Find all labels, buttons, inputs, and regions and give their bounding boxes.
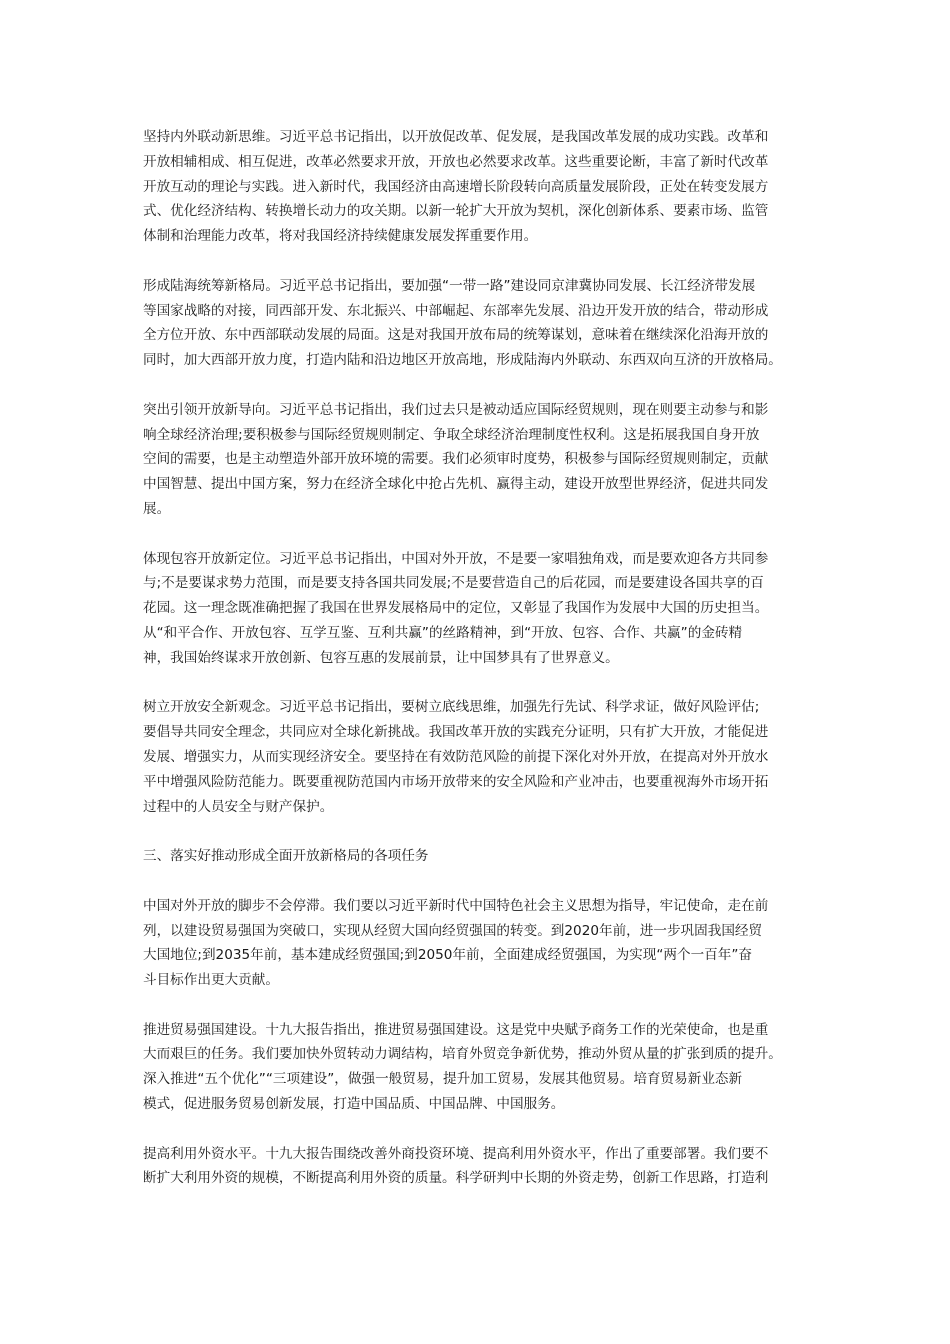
text-line: 等国家战略的对接，同西部开发、东北振兴、中部崛起、东部率先发展、沿边开发开放的结合，带动形成 xyxy=(143,302,769,319)
text-line: 大国地位;到2035年前，基本建成经贸强国;到2050年前，全面建成经贸强国，为实现“两个一百年”奋 xyxy=(143,947,752,964)
paragraph-leading-orientation xyxy=(143,398,811,522)
paragraph-inclusive-positioning xyxy=(143,547,811,671)
document-body xyxy=(143,125,811,1216)
paragraph-inward-outward-linkage xyxy=(143,125,811,249)
text-line: 从“和平合作、开放包容、互学互鉴、互利共赢”的丝路精神，到“开放、包容、合作、共赢”的金砖精 xyxy=(143,624,743,641)
text-line: 式、优化经济结构、转换增长动力的攻关期。以新一轮扩大开放为契机，深化创新体系、要素市场、监管 xyxy=(143,203,769,220)
section-heading-text: 三、落实好推动形成全面开放新格局的各项任务 xyxy=(143,848,429,865)
paragraph-foreign-investment xyxy=(143,1142,811,1192)
text-line: 平中增强风险防范能力。既要重视防范国内市场开放带来的安全风险和产业冲击，也要重视海外市场开拓 xyxy=(143,773,769,790)
paragraph-opening-steps xyxy=(143,894,811,993)
paragraph-security-concept xyxy=(143,695,811,819)
text-line: 中国智慧、提出中国方案，努力在经济全球化中抢占先机、赢得主动，建设开放型世界经济，促进共同发 xyxy=(143,476,769,493)
text-line: 斗目标作出更大贡献。 xyxy=(143,972,279,989)
text-line: 模式，促进服务贸易创新发展，打造中国品质、中国品牌、中国服务。 xyxy=(143,1096,565,1113)
text-line: 体制和治理能力改革，将对我国经济持续健康发展发挥重要作用。 xyxy=(143,228,538,245)
text-line: 展。 xyxy=(143,500,171,517)
text-line: 坚持内外联动新思维。习近平总书记指出，以开放促改革、促发展，是我国改革发展的成功实践。改革和 xyxy=(143,129,769,145)
text-line: 提高利用外资水平。十九大报告围绕改善外商投资环境、提高利用外资水平，作出了重要部署。我们要不 xyxy=(143,1145,769,1162)
text-line: 过程中的人员安全与财产保护。 xyxy=(143,798,334,815)
text-line: 开放相辅相成、相互促进，改革必然要求开放，开放也必然要求改革。这些重要论断，丰富了新时代改革 xyxy=(143,153,769,170)
text-line: 推进贸易强国建设。十九大报告指出，推进贸易强国建设。这是党中央赋予商务工作的光荣使命，也是重 xyxy=(143,1021,769,1038)
text-line: 与;不是要谋求势力范围，而是要支持各国共同发展;不是要营造自己的后花园，而是要建设各国共享的百 xyxy=(143,575,764,592)
text-line: 列，以建设贸易强国为突破口，实现从经贸大国向经贸强国的转变。到2020年前，进一步巩固我国经贸 xyxy=(143,922,763,939)
text-line: 树立开放安全新观念。习近平总书记指出，要树立底线思维，加强先行先试、科学求证，做好风险评估; xyxy=(143,699,760,716)
text-line: 神，我国始终谋求开放创新、包容互惠的发展前景，让中国梦具有了世界意义。 xyxy=(143,649,619,666)
paragraph-trade-power xyxy=(143,1018,811,1117)
text-line: 要倡导共同安全理念，共同应对全球化新挑战。我国改革开放的实践充分证明，只有扩大开放，才能促进 xyxy=(143,724,769,741)
text-line: 体现包容开放新定位。习近平总书记指出，中国对外开放，不是要一家唱独角戏，而是要欢迎各方共同参 xyxy=(143,550,769,567)
text-line: 空间的需要，也是主动塑造外部开放环境的需要。我们必须审时度势，积极参与国际经贸规则制定，贡献 xyxy=(143,451,769,468)
text-line: 深入推进“五个优化”“三项建设”，做强一般贸易，提升加工贸易，发展其他贸易。培育贸易新业态新 xyxy=(143,1071,743,1088)
text-line: 断扩大利用外资的规模，不断提高利用外资的质量。科学研判中长期的外资走势，创新工作思路，打造利 xyxy=(143,1170,769,1187)
text-line: 全方位开放、东中西部联动发展的局面。这是对我国开放布局的统筹谋划，意味着在继续深化沿海开放的 xyxy=(143,327,769,344)
text-line: 花园。这一理念既准确把握了我国在世界发展格局中的定位，又彰显了我国作为发展中大国的历史担当。 xyxy=(143,600,769,617)
text-line: 开放互动的理论与实践。进入新时代，我国经济由高速增长阶段转向高质量发展阶段，正处在转变发展方 xyxy=(143,178,769,195)
text-line: 响全球经济治理;要积极参与国际经贸规则制定、争取全球经济治理制度性权利。这是拓展我国自身开放 xyxy=(143,426,760,443)
text-line: 形成陆海统筹新格局。习近平总书记指出，要加强“一带一路”建设同京津冀协同发展、长江经济带发展 xyxy=(143,277,756,294)
paragraph-land-sea-pattern xyxy=(143,274,811,373)
text-line: 同时，加大西部开放力度，打造内陆和沿边地区开放高地，形成陆海内外联动、东西双向互济的开放格局。 xyxy=(143,352,782,369)
text-line: 大而艰巨的任务。我们要加快外贸转动力调结构，培育外贸竞争新优势，推动外贸从量的扩张到质的提升。 xyxy=(143,1046,782,1063)
text-line: 发展、增强实力，从而实现经济安全。要坚持在有效防范风险的前提下深化对外开放，在提高对外开放水 xyxy=(143,748,769,765)
text-line: 中国对外开放的脚步不会停滞。我们要以习近平新时代中国特色社会主义思想为指导，牢记使命，走在前 xyxy=(143,897,769,914)
section-heading xyxy=(143,844,811,869)
text-line: 突出引领开放新导向。习近平总书记指出，我们过去只是被动适应国际经贸规则，现在则要主动参与和影 xyxy=(143,401,769,418)
